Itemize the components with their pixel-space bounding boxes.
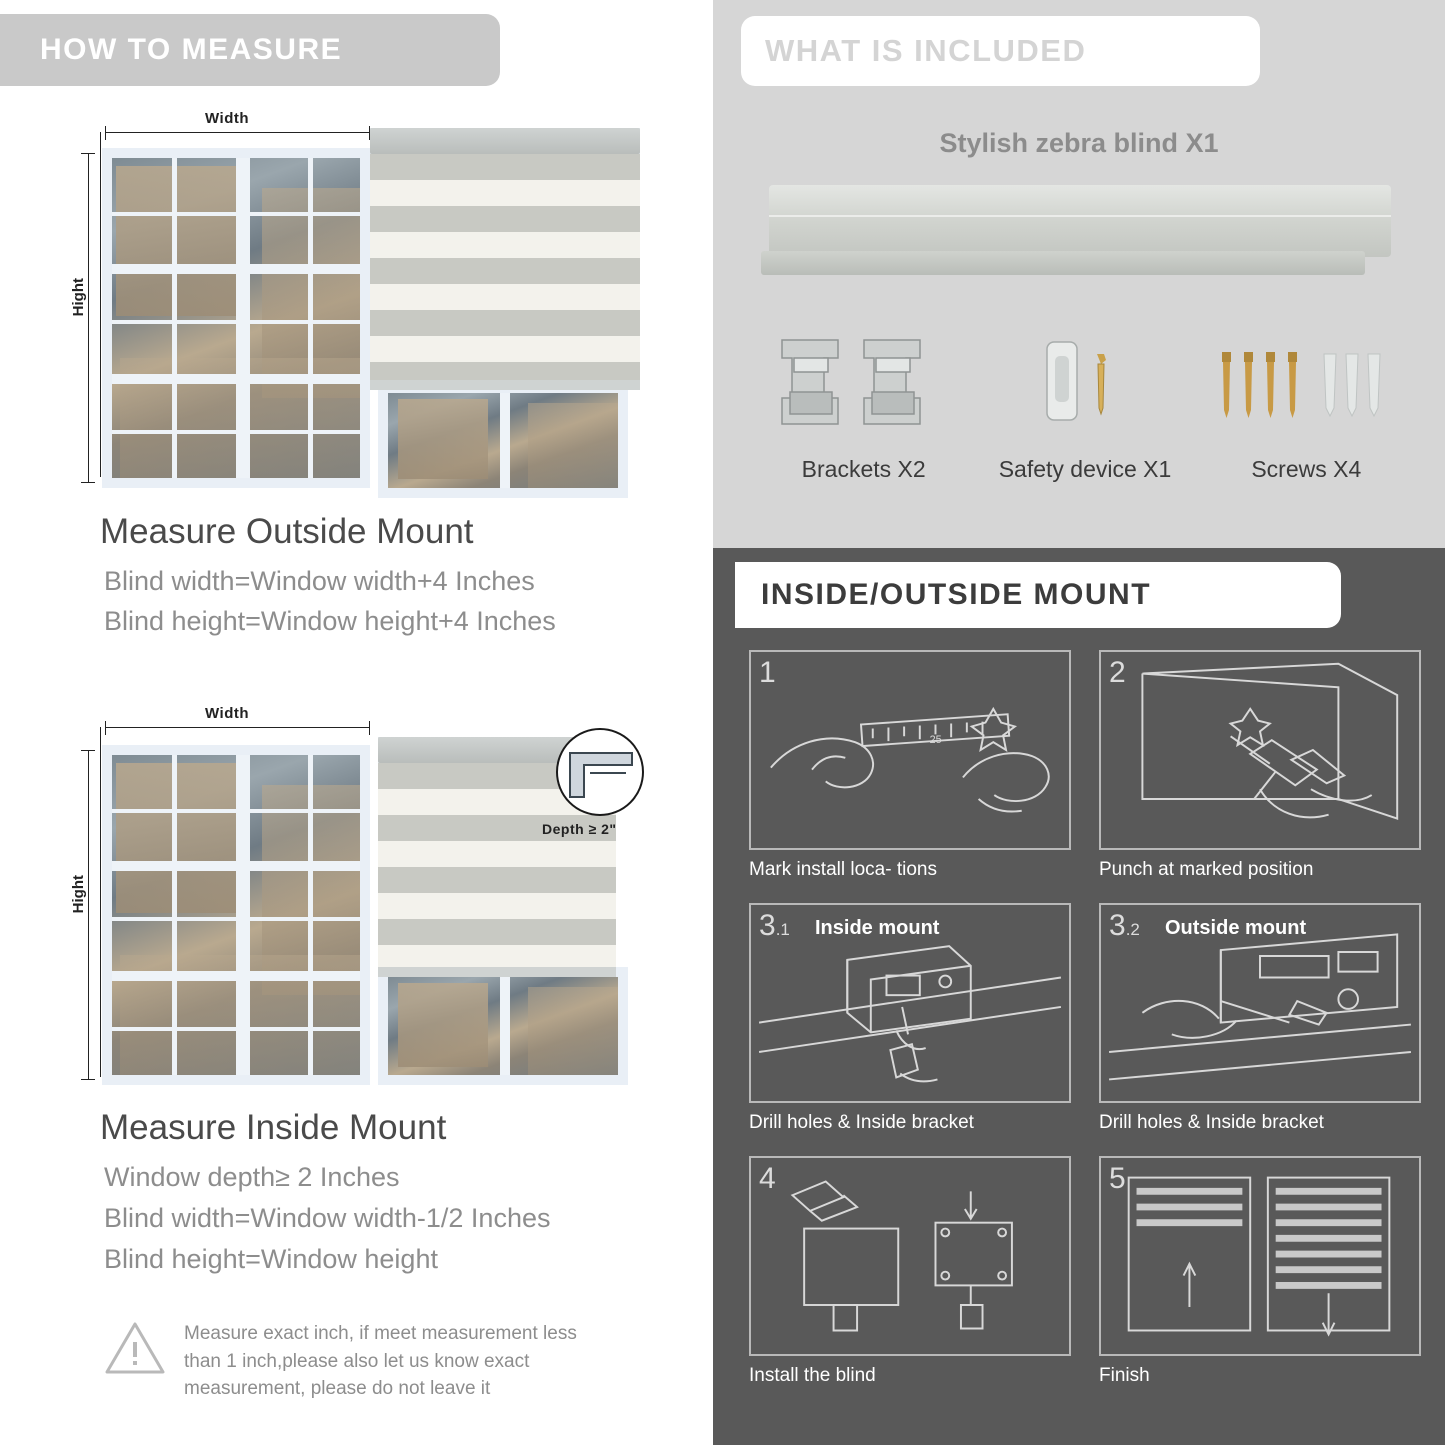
inside-mount-line2: Blind width=Window width-1/2 Inches	[104, 1203, 551, 1233]
part-safety-device-label: Safety device X1	[998, 456, 1172, 482]
step-3-1-title: Inside mount	[815, 917, 940, 939]
mount-step-4	[749, 1156, 1071, 1387]
part-brackets	[753, 330, 974, 483]
inside-width-tick-left	[105, 721, 106, 735]
window-scene-building-10	[528, 987, 618, 1081]
inside-height-tick-bottom	[81, 1079, 95, 1080]
inside-height-arrow	[88, 750, 89, 1080]
outside-height-arrow	[88, 153, 89, 483]
inside-width-label: Width	[205, 705, 250, 722]
blind-valance	[761, 251, 1365, 275]
window-mullion-h2	[112, 374, 360, 384]
outside-height-tick-top	[81, 153, 95, 154]
outside-width-label: Width	[205, 110, 250, 127]
inside-height-label: Hight	[70, 875, 87, 914]
step-3-2-illustration	[1099, 903, 1421, 1103]
step-5-caption: Finish	[1099, 1365, 1150, 1386]
outside-width-arrow	[105, 132, 370, 133]
inside-width-arrow	[105, 727, 370, 728]
mount-step-2	[1099, 650, 1421, 881]
window-muntin-3	[112, 212, 360, 216]
inside-mount-line3: Blind height=Window height	[104, 1244, 438, 1274]
mount-step-5	[1099, 1156, 1421, 1387]
window-mullion-h3	[112, 861, 360, 871]
inside-mount-line1: Window depth≥ 2 Inches	[104, 1162, 400, 1192]
window-illustration-outside	[102, 148, 370, 488]
note-line2: than 1 inch,please also let us know exact	[184, 1350, 530, 1372]
outside-bracket-icon	[1101, 905, 1419, 1101]
window-under-blind-outside	[378, 383, 628, 498]
outside-height-label: Hight	[70, 278, 87, 317]
zebra-blind-outside	[370, 128, 640, 390]
mount-step-3-1	[749, 903, 1071, 1134]
window-muntin-5	[112, 430, 360, 434]
warning-triangle-icon	[104, 1320, 166, 1376]
part-safety-device	[974, 330, 1195, 483]
window-muntin-9	[112, 917, 360, 921]
blind-on-window-outside	[370, 128, 650, 498]
window-mullion-h4	[112, 971, 360, 981]
blind-stripes	[370, 154, 640, 380]
window-under-blind-inside	[378, 967, 628, 1085]
window-mullion-vertical-4	[500, 977, 510, 1075]
window-scene-building-4	[398, 399, 488, 479]
mount-step-3-2	[1099, 903, 1421, 1134]
window-mullion-vertical-2	[500, 393, 510, 488]
outside-mount-title: Measure Outside Mount	[100, 512, 474, 551]
outside-mount-diagram	[70, 108, 670, 498]
outside-mount-line1: Blind width=Window width+4 Inches	[104, 566, 535, 596]
how-to-measure-title: HOW TO MEASURE	[0, 14, 500, 86]
inside-outside-mount-panel	[713, 548, 1445, 1445]
svg-text:25: 25	[929, 734, 942, 747]
step-5-illustration	[1099, 1156, 1421, 1356]
window-scene-building-5	[528, 403, 618, 493]
step-3-2-number: 3.2	[1109, 909, 1140, 942]
window-mullion-h1	[112, 264, 360, 274]
safety-device-icon	[974, 330, 1195, 442]
inside-outside-mount-title: INSIDE/OUTSIDE MOUNT	[735, 562, 1341, 628]
blind-bottom-rail	[370, 380, 640, 390]
install-blind-icon	[751, 1158, 1069, 1354]
zebra-blind-product-icon	[761, 185, 1391, 290]
step-3-1-illustration	[749, 903, 1071, 1103]
outside-height-guide-left	[100, 132, 101, 477]
note-line3: measurement, please do not leave it	[184, 1378, 491, 1400]
note-text	[184, 1320, 577, 1403]
what-is-included-title: WHAT IS INCLUDED	[741, 16, 1260, 86]
blind-bottom-rail-2	[378, 967, 616, 977]
finished-blind-icon	[1101, 1158, 1419, 1354]
step-2-number: 2	[1109, 656, 1126, 689]
step-3-2-caption: Drill holes & Inside bracket	[1099, 1112, 1324, 1133]
step-4-caption: Install the blind	[749, 1365, 876, 1386]
step-2-illustration	[1099, 650, 1421, 850]
depth-label: Depth ≥ 2"	[542, 821, 617, 837]
step-1-caption: Mark install loca- tions	[749, 859, 937, 880]
window-muntin-8	[112, 809, 360, 813]
step-3-1-caption: Drill holes & Inside bracket	[749, 1112, 974, 1133]
part-screws-label: Screws X4	[1251, 456, 1362, 482]
inside-height-guide-left	[100, 727, 101, 1077]
outside-height-tick-bottom	[81, 482, 95, 483]
included-blind-title: Stylish zebra blind X1	[939, 128, 1219, 158]
window-muntin-10	[112, 1027, 360, 1031]
right-column	[713, 0, 1445, 1445]
step-2-caption: Punch at marked position	[1099, 859, 1314, 880]
step-3-1-number: 3.1	[759, 909, 790, 942]
note-line1: Measure exact inch, if meet measurement less	[184, 1323, 577, 1344]
part-screws	[1196, 330, 1417, 483]
outside-width-tick-left	[105, 126, 106, 140]
inside-mount-diagram	[70, 705, 690, 1095]
what-is-included-panel	[713, 0, 1445, 548]
mount-steps	[749, 650, 1421, 1387]
blind-tube	[769, 185, 1391, 257]
step-1-number: 1	[759, 656, 776, 689]
blind-headrail	[370, 128, 640, 154]
window-scene-building-9	[398, 983, 488, 1067]
inside-bracket-icon	[751, 905, 1069, 1101]
included-parts-list	[753, 330, 1417, 483]
step-1-illustration	[749, 650, 1071, 850]
outside-mount-line2: Blind height=Window height+4 Inches	[104, 606, 556, 636]
window-muntin-4	[112, 320, 360, 324]
step-3-2-title: Outside mount	[1165, 917, 1307, 939]
inside-mount-title: Measure Inside Mount	[100, 1108, 447, 1147]
inside-height-tick-top	[81, 750, 95, 751]
window-illustration-inside	[102, 745, 370, 1085]
blind-on-window-inside	[370, 727, 660, 1097]
screw-icon	[1196, 330, 1417, 442]
measurement-note	[104, 1320, 644, 1403]
bracket-icon	[753, 330, 974, 442]
mount-step-1	[749, 650, 1071, 881]
drill-icon	[1101, 652, 1419, 848]
step-4-number: 4	[759, 1162, 776, 1195]
tape-measure-icon	[751, 652, 1069, 848]
how-to-measure-panel	[0, 0, 713, 1445]
step-5-number: 5	[1109, 1162, 1126, 1195]
step-4-illustration	[749, 1156, 1071, 1356]
part-brackets-label: Brackets X2	[801, 456, 926, 482]
